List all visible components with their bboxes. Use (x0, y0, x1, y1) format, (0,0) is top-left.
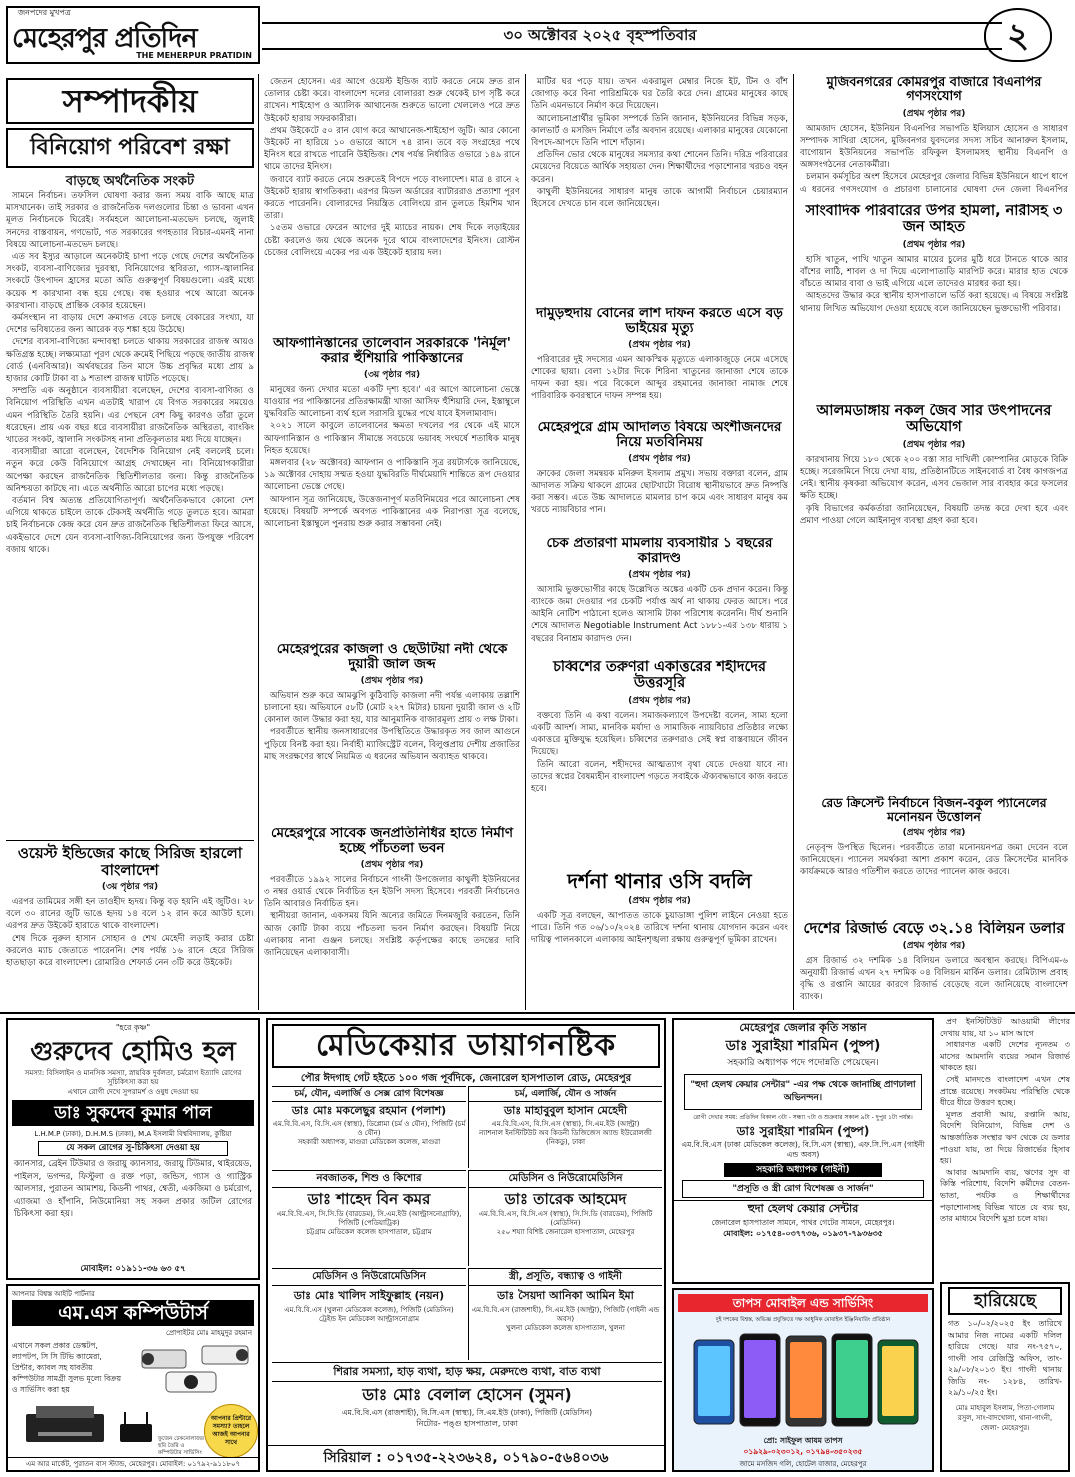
article-paragraph: প্রথম উইকেটে ৫০ রান যোগ করে আথানেজ-শাইহোপ জুটি। আর কোনো উইকেট না হারিয়ে ১০ ওভারে আসে ৭৪ রান। তবে বড় সংগ্রহের পথে ইনিংস ধরে রাখতে পারেনি উইন্ডিজ। শেষ পর্যন্ত নির্ধারিত ওভারে ১৪৯ রানে থামে তাদের ইনিংস। (264, 125, 520, 173)
article-source: (প্রথম পৃষ্ঠার পর) (628, 569, 691, 580)
ad-computer (6, 1284, 260, 1472)
ad-congrats-name: ডাঃ সুরাইয়া শারমিন (পুষ্প) (725, 1038, 881, 1054)
col2-article1-body (264, 76, 520, 330)
article-paragraph: ২০২১ সালে কাবুলে তালেবানের ক্ষমতা দখলের পর থেকে এই মাসে আফগানিস্তান ও পাকিস্তান সীমান্তে সবচেয়ে ভয়াবহ সংঘর্ষে শতাধিক মানুষ নিহত হয়েছে। (264, 421, 520, 456)
col3-article6 (531, 870, 788, 1008)
article-paragraph: পরিবারের দুই সদস্যের এমন আকস্মিক মৃত্যুতে এলাকাজুড়ে নেমে এসেছে শোকের ছায়া। বেলা ১২টার দিকে শিরিনা খাতুনের জানাজা শেষে তাকে দাফন করা হয়। পরে বিকেলে আব্দুর রহমানের জানাজা নামাজ শেষে পারিবারিক কবরস্থানে দাফন সম্পন্ন হয়। (531, 354, 788, 402)
col3-article3 (531, 420, 788, 532)
article-paragraph: আবার আমদানি ব্যয়, ঋণের সুদ বা কিস্তি পরিশোধ, বিদেশি কর্মীদের বেতন-ভাতা, পর্যটক ও শিক্ষার্থীদের পড়াশোনাসহ বিভিন্ন খাতে যে ব্যয় হয়, তার মাধ্যমে বিদেশি মুদ্রা চলে যায়। (940, 1167, 1070, 1224)
doctor-card (468, 1170, 662, 1266)
article-paragraph: কৃষি বিভাগের কর্মকর্তারা জানিয়েছেন, বিষয়টি তদন্ত করে দেখা হবে এবং প্রমাণ পাওয়া গেলে আইনানুগ ব্যবস্থা গ্রহণ করা হবে। (800, 503, 1068, 526)
col5-continued-text (940, 1016, 1070, 1278)
doctor-card (272, 1268, 466, 1360)
article-paragraph: ১৫তম ওভারে ফেরেন আগের দুই ম্যাচের নায়ক। শেষ দিকে লড়াইয়ের চেষ্টা করলেও জয় থেকে অনেক দূরে থামে বাংলাদেশের ইনিংস। রোস্টন চেজের বোলিংয়ে একের পর এক উইকেট হারায় দল। (264, 223, 520, 258)
ad-computer-address: এম আর মার্কেট, পুরাতন বাস স্ট্যান্ড, মেহেরপুর। মোবাইল: ০১৭৯২-৯১১৮০৭ (8, 1457, 258, 1470)
ad-computer-bubble (204, 1404, 258, 1458)
page-number-badge (984, 8, 1052, 62)
doctor-specialty: মেডিসিন ও নিউরোমেডিসিন (469, 1171, 662, 1188)
cctv-camera-icon (138, 1342, 256, 1398)
ad-congrats-name2: ডাঃ সুরাইয়া শারমিন (পুষ্প) (736, 1124, 870, 1138)
ad-medicare-sub: পৌর ঈদগাহ গেট হইতে ১০০ গজ পূর্বদিকে, জেনারেল হাসপাতাল রোড, মেহেরপুর (300, 1073, 632, 1084)
article-paragraph: চলমান কর্মসূচির অংশ হিসেবে মেহেরপুর জেলার বিভিন্ন ইউনিয়নে ধাপে ধাপে এ ধরনের গণসংযোগ ও প্রচারণা চালানোর ঘোষণা দেন জেলা বিএনপির (800, 172, 1068, 195)
doctor-post: ন্যাশনাল ইনস্টিটিউট অব কিডনী ডিজিজেস অ্যান্ড ইউরোলজী (নিকডু), ঢাকা (479, 1129, 652, 1146)
doctor-name: ডাঃ মোঃ মকলেছুর রহমান (পলাশ) (291, 1104, 447, 1117)
doctor-specialty: স্ত্রী, প্রসূতি, বন্ধ্যাত্ব ও গাইনী (469, 1269, 662, 1286)
article-source: (প্রথম পৃষ্ঠার পর) (902, 108, 966, 119)
column-rule (793, 74, 794, 1010)
article-headline: মেহেরপুরে সাবেক জনপ্রতিনিধির হাতে নির্মাণ হচ্ছে পাঁচতলা ভবন (271, 826, 513, 856)
ad-congrats (672, 1018, 934, 1284)
article-paragraph: আলোচনাপ্রার্থীর ভূমিকা সম্পর্কে তিনি জানান, ইউনিয়নের বিভিন্ন সড়ক, কালভার্ট ও মসজিদ নির্মাণে তাঁর অবদান রয়েছে। এলাকার মানুষের যেকোনো বিপদে-আপদে তিনি পাশে দাঁড়ান। (531, 113, 788, 149)
article-paragraph: আমজাদ হোসেন, ইউনিয়ন বিএনপির সভাপতি ইলিয়াস হোসেন ও সাধারণ সম্পাদক সাখিরা হোসেন, মুজিবনগর যুবদলের সদস্য সচিব আনারুল ইসলাম, বাগোয়ান ইউনিয়নের সভাপতি রফিকুল ইসলামসহ স্থানীয় বিএনপি ও অঙ্গসংগঠনের নেতাকর্মীরা। (800, 123, 1068, 171)
article-paragraph: সাধারণত একটি দেশের ন্যূনতম ৩ মাসের আমদানি ব্যয়ের সমান রিজার্ভ থাকতে হয়। (940, 1040, 1070, 1073)
masthead-logo-box (6, 6, 260, 64)
article-paragraph: কাথুলী ইউনিয়নের সাধারণ মানুষ তাকে আগামী নির্বাচনে চেয়ারম্যান হিসেবে দেখতে চান বলে জানিয়েছেন। (531, 186, 788, 210)
editorial-subhead: বাড়ছে অর্থনৈতিক সংকট (65, 174, 195, 189)
doctor-degree: এম.বি.বি.এস, বি.সি.এস (স্বাস্থ্য), সি.সি.ডি (বারডেম), পিজিটি (মেডিসিন) (478, 1210, 653, 1227)
article-headline: আফগানিস্তানের তালেবান সরকারকে 'নির্মূল' করার হুঁশিয়ারি পাকিস্তানের (273, 336, 511, 366)
article-source: (প্রথম পৃষ্ঠার পর) (902, 239, 966, 250)
article-source: (প্রথম পৃষ্ঠার পর) (628, 339, 691, 350)
article-headline: মুজিবনগরের কোমরপুর বাজারে বিএনপির গণসংযোগ (826, 76, 1042, 105)
ad-medicare-title: মেডিকেয়ার ডায়াগনষ্টিক (272, 1024, 660, 1068)
ad-homeo-line2: এখানে রোগী দেখে সুপরামর্শ ও ওষুধ দেওয়া হয় (67, 1088, 199, 1096)
doctor-name: ডাঃ মাহাবুবুল হাসান মেহেদী (503, 1104, 628, 1117)
doctor-post: নিটোর- পঙ্গু হাসপাতাল, ঢাকা (416, 1419, 518, 1428)
column-rule (525, 74, 526, 1010)
doctor-specialty: মেডিসিন ও নিউরোমেডিসিন (272, 1269, 466, 1286)
doctor-degree: এম.বি.বি.এস, বি.সি.এস (স্বাস্থ্য), সি.এম.ইউ (আল্ট্রা) (491, 1120, 640, 1128)
doctor-post: চট্টগ্রাম মেডিকেল কলেজ হাসপাতাল, চট্টগ্রাম (306, 1228, 432, 1236)
masthead-date: ৩০ অক্টোবর ২০২৫ বৃহস্পতিবার (503, 26, 697, 44)
masthead-title: মেহেরপুর প্রতিদিন (12, 23, 197, 54)
article-paragraph: আসামি ভুক্তভোগীর কাছে উল্লেখিত অঙ্কের একটি চেক প্রদান করেন। কিন্তু ব্যাংকে জমা দেওয়ার পর চেকটি পর্যাপ্ত অর্থ না থাকায় ফেরত আসে। পরে আইনি নোটিশ পাঠানো হলেও আসামি টাকা পরিশোধ করেননি। দীর্ঘ শুনানি শেষে আদালত Negotiable Instrument Act ১৮৮১-এর ১৩৮ ধারায় ১ বছরের বিনাশ্রম কারাদণ্ড দেন। (531, 584, 788, 644)
article-paragraph: সেই মানদণ্ডে বাংলাদেশ এখন শেষ প্রান্তে রয়েছে। সংকটময় পরিস্থিতি থেকে ধীরে ধীরে উত্তরণ হচ্ছে। (940, 1074, 1070, 1108)
doctor-name: ডাঃ তারেক আহমেদ (504, 1190, 627, 1208)
article-paragraph: শেষ দিকে নুরুল হাসান সোহান ও শেখ মেহেদী লড়াই করার চেষ্টা করলেও ম্যাচ জেতাতে পারেননি। শেষ পর্যন্ত ১৬ রানে হেরে সিরিজ হাতছাড়া করে বাংলাদেশ। রোমারিও শেফার্ড নেন ৩টি করে উইকেট। (6, 933, 254, 969)
article-paragraph: অভিযান শুরু করে আমঝুপি কুঠিবাড়ি কাজলা নদী পর্যন্ত এলাকায় তল্লাশি চালানো হয়। অভিযানে ৫৮টি (মোট ২২৭ মিটার) চায়না দুয়ারী জাল ও ২টি কোনাল জাল উদ্ধার করা হয়, যার আনুমানিক বাজারমূল্য প্রায় ৩ লক্ষ টাকা। (264, 690, 520, 726)
ad-mobile-phone: ০১৯২৯-০২৩০১২, ০১৭৯৪-৩৫০২৩৫ (743, 1447, 863, 1456)
ad-congrats-box: "হুদা হেলথ কেয়ার সেন্টার" -এর পক্ষ থেকে জানাচ্ছি প্রাণঢালা অভিনন্দন। (684, 1074, 922, 1110)
ad-computer-prop: প্রোপাইটর মোঃ মাহমুদুর রহমান (166, 1329, 252, 1337)
article-paragraph: জেতন হোসেন। এর আগে ওয়েস্ট ইন্ডিজ ব্যাট করতে নেমে দ্রুত রান তোলার চেষ্টা করে। বাংলাদেশ দলের বোলাররা শুরু থেকেই চাপ সৃষ্টি করে রাখেন। শাইহোপ ও অ্যালিক আথানেজ শুরুতে ভালো খেললেও পরে দ্রুত উইকেট হারায় সফরকারীরা। (264, 77, 520, 124)
printer-icon (22, 1404, 108, 1448)
ad-computer-offer: ফুজেন টেকনোলজির ছবি তৈরি ও কম্পিউটার সার্ভিসিং (158, 1436, 204, 1456)
article-headline: চেক প্রতারণা মামলায় ব্যবসায়ীর ১ বছরের কারাদণ্ড (546, 536, 773, 566)
article-paragraph: কারখানায় গিয়ে ১৮০ থেকে ২০০ বস্তা সার দাখিলী কোম্পানির মোড়কে বিক্রি হচ্ছে। সরেজমিনে গিয়ে দেখা যায়, প্রতিষ্ঠানটিতে সাইনবোর্ড বা বৈধ কাগজপত্র নেই। স্থানীয় কৃষকরা অভিযোগ করেন, এসব ভেজাল সার ব্যবহার করে ফসলের ক্ষতি হচ্ছে। (800, 454, 1068, 502)
doctor-degree: এম.বি.বি.এস (রাজশাহী), সি.এম.ইউ (আল্ট্রা), পিজিটি (গাইনী এন্ড অবস) (471, 1306, 660, 1323)
sports-article (6, 840, 254, 1008)
doctor-card (272, 1170, 466, 1266)
article-paragraph: হাসি খাতুন, পাখি খাতুন আমার মায়ের চুলের মুঠি ধরে টানতে থাকে আর বাঁশের লাঠি, শাবল ও দা দিয়ে এলোপাতাড়ি মারপিট করে। মারার হাত থেকে বাঁচতে আমার বাবা ও ভাই এগিয়ে এলে তাদেরও মারধর করা হয়। (800, 254, 1068, 290)
article-source: (প্রথম পৃষ্ঠার পর) (628, 896, 691, 906)
ad-congrats-promo: সহকারি অধ্যাপক পদে পদোন্নতি পেয়েছেন। (727, 1058, 879, 1068)
article-paragraph: তিনি আরো বলেন, শহীদদের আত্মত্যাগ বৃথা যেতে দেওয়া যাবে না। তাদের স্বপ্নের বৈষম্যহীন বাংলাদেশ গড়তে সবাইকে ঐক্যবদ্ধভাবে কাজ করতে হবে। (531, 759, 788, 795)
editorial-paragraph: দেশের ব্যবসা-বাণিজ্যে মন্দাবস্থা চলতে থাকায় সরকারের রাজস্ব আয়ও ক্ষতিগ্রস্ত হচ্ছে। লক্ষ্যমাত্রা পূরণ থেকে ক্রমেই পিছিয়ে পড়ছে জাতীয় রাজস্ব বোর্ড (এনবিআর)। অর্থবছরের তিন মাসে উচ্চ প্রবৃদ্ধির মধ্যে প্রায় ৯ হাজার কোটি টাকা বা ৯ শতাংশ রাজস্ব ঘাটতি পড়েছে। (6, 337, 254, 385)
article-source: (৩য় পৃষ্ঠার পর) (101, 882, 159, 892)
doctor-specialty: চর্ম, যৌন, এলার্জি ও সেক্স রোগ বিশেষজ্ঞ (272, 1087, 466, 1102)
editorial-paragraph: কর্মসংস্থান না বাড়ায় দেশে ক্রমাগত বেড়ে চলছে বেকারের সংখ্যা, যা দেশের ভবিষ্যতের জন্য আরেক বড় শঙ্কা হয়ে উঠেছে। (6, 313, 254, 336)
ad-mobile-title: তাপস মোবাইল এন্ড সার্ভিসিং (678, 1294, 928, 1312)
ad-mobile-address: জামে মসজিদ গলি, হোটেল বাজার, মেহেরপুর (739, 1460, 867, 1468)
ad-homeo-degree: L.H.M.P (ঢাকা), D.H.M.S (ঢাকা), M.A ইসলামী বিশ্ববিদ্যালয়, কুষ্টিয়া (34, 1130, 232, 1138)
article-headline: দর্শনা থানার ওসি বদলি (567, 870, 752, 893)
ad-lost-title: হারিয়েছে (948, 1287, 1062, 1315)
article-paragraph: মানুষের জন্য দেখার মতো একটি দৃশ্য হবে।' এর আগে আলোচনা ভেস্তে যাওয়ার পর পাকিস্তানের প্রতিরক্ষামন্ত্রী খাজা আসিফ হুঁশিয়ারি দেন, ইস্তাম্বুলে যুদ্ধবিরতি আলোচনা ব্যর্থ হলে সরাসরি যুদ্ধের পথে যাবে ইসলামাবাদ। (264, 384, 520, 420)
doctor-name: ডাঃ মোঃ বেলাল হোসেন (সুমন) (362, 1385, 572, 1404)
col4-article3 (800, 404, 1068, 792)
editorial-headline: বিনিয়োগ পরিবেশ রক্ষা (30, 135, 230, 160)
article-paragraph: পরবর্তীতে স্থানীয় জনসাধারণের উপস্থিতিতে উদ্ধারকৃত সব জাল আগুনে পুড়িয়ে বিনষ্ট করা হয়। নির্বাহী ম্যাজিস্ট্রেট বলেন, বিলুপ্তপ্রায় দেশীয় প্রজাতির মাছ সংরক্ষণের স্বার্থে নিয়মিত এ ধরনের অভিযান অব্যাহত থাকবে। (264, 727, 520, 762)
ad-mobile-prop: প্রো: সাইফুল আযম তাপস (763, 1436, 843, 1445)
article-headline: মেহেরপুরের কাজলা ও ছেউটিয়া নদী থেকে দুয়ারী জাল জব্দ (276, 642, 508, 672)
ad-lost-notice (940, 1282, 1070, 1472)
article-source: (প্রথম পৃষ্ঠার পর) (902, 439, 966, 450)
smartphones-icon (684, 1330, 924, 1434)
editorial-paragraph: সামনে নির্বাচন। তফসিল ঘোষণা করার জন্য সময় বাকি আছে মাত্র মাসখানেক। তাই সরকার ও রাজনৈতিক দলগুলোর চিন্তা ও ভাবনা এখন মূলত নির্বাচনকে ঘিরেই। সর্বমহলে আলোচনা-মতভেদ চলছে, জুলাই সনদের বাস্তবায়ন, গণভোট, গত সরকারের গণহত্যার বিচার-এমনই নানা বিষয়ে আলোচনা-মতভেদ চলছে। (6, 191, 254, 250)
ad-lost-sig: মোঃ মাহাবুল ইসলাম, পিতা-গোলাম রসুল, সাং-বাদখোলা, থানা-গাংনী, জেলা- মেহেরপুর। (955, 1403, 1055, 1432)
article-paragraph: প্রতিদিন ভোর থেকে মানুষের সমস্যার কথা শোনেন তিনি। দরিদ্র পরিবারের মেয়েদের বিয়েতে আর্থিক সহায়তা দেন। শিক্ষার্থীদের পড়াশোনার খরচও বহন করেন। (531, 150, 788, 185)
article-paragraph: প্রণ ইনস্টিটিউট আওয়ামী লীগের দেখায় যায়, যা ১০ মাস আগে (940, 1017, 1070, 1038)
doctor-card (272, 1086, 466, 1168)
article-paragraph: আফগান সূত্র জানিয়েছে, উত্তেজনাপূর্ণ মতবিনিময়ের পরে আলোচনা শেষ হয়েছে। বিষয়টি সম্পর্কে অবগত পাকিস্তানের এক নিরাপত্তা সূত্র বলেছে, আলোচনা ইস্তাম্বুলে পুনরায় শুরু করার সম্ভাবনা নেই। (264, 494, 520, 529)
ad-medicare-serial: সিরিয়াল : ০১৭৩৫-২২৩৬২৪, ০১৭৯০-৫৬৪০৩৬ (268, 1445, 664, 1470)
editorial-paragraph: বর্তমান বিশ্ব অত্যন্ত প্রতিযোগিতাপূর্ণ। অর্থনৈতিকভাবে কোনো দেশ এগিয়ে থাকতে চাইলে তাকে টেকসই অর্থনীতি গড়ে তুলতে হবে। আমরা চাই নির্বাচনকে কেন্দ্র করে যেন দ্রুত রাজনৈতিক স্থিতিশীলতা ফিরে আসে, একইভাবে দেশে যেন ব্যবসা-বাণিজ্য-বিনিয়োগের জন্য উপযুক্ত পরিবেশ বজায় থাকে। (6, 496, 254, 555)
article-paragraph: গ্রস রিজার্ভ ৩২ দশমিক ১৪ বিলিয়ন ডলারে অবস্থান করছে। বিপিএম-৬ অনুযায়ী রিজার্ভ এখন ২৭ দশমিক ০৪ বিলিয়ন মার্কিন ডলার। রেমিট্যান্স প্রবাহ বৃদ্ধি ও রপ্তানি আয়ের কারণে রিজার্ভ বেড়েছে বলে জানিয়েছে বাংলাদেশ ব্যাংক। (800, 955, 1068, 1003)
col4-article1 (800, 76, 1068, 198)
col4-article4 (800, 796, 1068, 914)
doctor-card (272, 1362, 662, 1446)
editorial-body (6, 190, 254, 808)
editorial-headline-box (6, 128, 254, 168)
col3-article1-body (531, 76, 788, 302)
ad-congrats-time: রোগী দেখার সময়: প্রতিদিন বিকাল ৩টা - সন্ধ্যা ৭টা ও শুক্রবার সকাল ৯টা - দুপুর ১টা পর্যন্ত। (693, 1114, 913, 1121)
col2-article2 (264, 336, 520, 636)
doctor-card (468, 1086, 662, 1168)
masthead (0, 0, 1075, 72)
ad-homeo-list: ক্যানসার, ব্রেইন টিউমার ও জরায়ু ক্যানসার, জরায়ু টিউমার, থাইরয়েড, পাইলস, ভগন্দর, ফিস্টুলা ও রক্ত পড়া, জন্ডিস, গ্যাস ও গ্যাস্ট্রিক আলসার, পুরাতন আমাশয়, কিডনী পাথর, শ্বেতী, একজিমা ও চর্মরোগ, এ্যাজমা ও হাঁপানি, নিউমোনিয়া সহ সকল প্রকার জটিল রোগের চিকিৎসা করা হয়। (14, 1159, 252, 1219)
ad-lost-body: গত ১০/০২/২০২৫ ইং তারিখে আমার নিজ নামের একটি দলিল হারিয়ে গেছে। যার নং-৭৫৭০, গাংনী সাব রেজিস্ট্রি অফিস, তাং- ২৯/০৮/২০১৩ ইং। গাংনী থানায় জিডি নং- ১২৮৪, তারিখ- ২৯/১০/২৫ ইং। (948, 1319, 1062, 1397)
page-number: ২ (1006, 16, 1030, 56)
ad-homeo-line1: সমস্যা: বিসিলাইন ও মানসিক সমস্যা, স্নায়বিক দুর্বলতা, চর্মরোগ ইত্যাদি রোগের সুচিকিৎসা করা হয় (24, 1069, 242, 1086)
doctor-name: ডাঃ মোঃ খালিদ সাইফুল্লাহ (নয়ন) (293, 1289, 445, 1302)
article-source: (প্রথম পৃষ্ঠার পর) (902, 827, 966, 838)
ad-homeo-title: গুরুদেব হোমিও হল (30, 1037, 236, 1067)
ad-congrats-address: জেনারেল হাসপাতাল সামনে, পাথর গেটের সামনে, মেহেরপুর। (711, 1218, 895, 1227)
article-paragraph: স্থানীয়রা জানান, একসময় যিনি অন্যের জমিতে দিনমজুরি করতেন, তিনি আজ কোটি টাকা ব্যয়ে পাঁচতলা ভবন নির্মাণ করছেন। বিষয়টি নিয়ে এলাকায় নানা গুঞ্জন চলছে। সংশ্লিষ্ট কর্তৃপক্ষের কাছে তদন্তের দাবি জানিয়েছেন এলাকাবাসী। (264, 911, 520, 958)
article-source: (৩য় পৃষ্ঠার পর) (363, 369, 421, 380)
article-headline: ওয়েস্ট ইন্ডিজের কাছে সিরিজ হারলো বাংলাদেশ (6, 840, 254, 878)
doctor-specialty: চর্ম, এলার্জি, যৌন ও সার্জন (469, 1087, 662, 1102)
col3-article4 (531, 536, 788, 656)
article-paragraph: নেতৃবৃন্দ উপস্থিত ছিলেন। পরবর্তীতে তারা মনোনয়নপত্র জমা দেবেন বলে জানিয়েছেন। প্যানেল সমর্থকরা আশা প্রকাশ করেন, রেড ক্রিসেন্টের মানবিক কার্যক্রমকে আরও গতিশীল করতে তাদের প্যানেল কাজ করবে। (800, 842, 1068, 877)
doctor-card (468, 1268, 662, 1360)
article-paragraph: ক্রাকের জেলা সমন্বয়ক মনিরুল ইসলাম প্রমুখ। সভায় বক্তারা বলেন, গ্রাম আদালত সক্রিয় থাকলে গ্রামের ছোটখাটো বিরোধ স্থানীয়ভাবে দ্রুত নিষ্পত্তি করা সম্ভব। এতে উচ্চ আদালতে মামলার চাপ কমে এবং সাধারণ মানুষ কম খরচে ন্যায়বিচার পান। (531, 468, 788, 516)
ad-homeo-top: "হরে কৃষ্ণ" (115, 1023, 151, 1032)
doctor-degree: এম.বি.বি.এস (রাজশাহী), বি.সি.এস (স্বাস্থ্য), সি.এম.ইউ (ঢাকা), পিজিটি (মেডিসিন) (341, 1408, 593, 1417)
article-source: (প্রথম পৃষ্ঠার পর) (360, 859, 424, 870)
ad-mobile-sub: দুই দশকের বিশ্বস্ত, অভিজ্ঞ প্রযুক্তিতে দক্ষ আধুনিক মোবাইল ইঞ্জিনিয়ারিং প্রতিষ্ঠান (715, 1317, 891, 1323)
article-paragraph: একটি সূত্র বলছেন, আপাতত তাকে চুয়াডাঙ্গা পুলিশ লাইনে নেওয়া হতে পারে। তিনি গত ০৬/১০/২০২৪ তারিখে দর্শনা থানায় যোগদান করেন এবং দায়িত্ব পালনকালে এলাকায় আইনশৃঙ্খলা রক্ষায় গুরুত্বপূর্ণ ভূমিকা রাখেন। (531, 911, 788, 946)
doctor-degree: এম.বি.বি.এস, সি.সি.ডি (বারডেম), সি.এম.ইউ (আল্ট্রাসনোগ্রাফি), পিজিটি (পেডিয়াট্রিক) (276, 1210, 462, 1227)
article-headline: সাংবাদিক পরিবারের উপর হামলা, নারীসহ ৩ জন আহত (805, 204, 1063, 235)
router-icon (116, 1408, 156, 1448)
ad-computer-title: এম.এস কম্পিউটার্স (12, 1300, 254, 1326)
article-paragraph: জবাবে ব্যাট করতে নেমে শুরুতেই বিপদে পড়ে বাংলাদেশ। মাত্র ৪ রানে ২ উইকেট হারায় স্বাগতিকরা। এরপর মিডল অর্ডারের ব্যাটাররাও প্রত্যাশা পূরণ করতে পারেননি। বোলারদের নিয়ন্ত্রিত বোলিংয়ে রান তুলতে হিমশিম খান তারা। (264, 174, 520, 222)
ad-congrats-post: সহকারি অধ্যাপক (গাইনী) (724, 1163, 882, 1177)
col4-article2 (800, 204, 1068, 400)
ad-computer-bubble-text: আপনার প্রিন্টারে সমস্যা? তাহলে আজই আপনার সাথে (210, 1415, 252, 1446)
ad-homeo-doctor: ডাঃ সুকদেব কুমার পাল (12, 1100, 254, 1126)
doctor-post: সহকারী অধ্যাপক, মাগুরা মেডিকেল কলেজ, মাগুরা (297, 1138, 441, 1146)
editorial-paragraph: সম্প্রতি এক অনুষ্ঠানে ব্যবসায়ীরা বলেছেন, দেশের ব্যবসা-বাণিজ্য ও বিনিয়োগ পরিস্থিতি এখন এতটাই খারাপ যে বিগত সরকারের সময়েও এমন পরিস্থিতি তৈরি হয়নি। এর পেছনে বেশ কিছু কারণও তাঁরা তুলে ধরেছেন। প্রায় এক বছর ধরে ব্যবসায়ীরা রাজনৈতিক অস্থিরতা, ব্যাংকিং খাতের সংকট, জ্বালানি সংকটসহ নানা প্রতিকূলতার মধ্য দিয়ে যাচ্ছেন। (6, 386, 254, 446)
article-paragraph: মাটির ঘর পড়ে যায়। তখন একরামুল মেম্বার নিজে ইট, টিন ও বাঁশ জোগাড় করে বিনা পারিশ্রমিকে ঘর তৈরি করে দেন। গ্রামের মানুষের কাছে তিনি এমনভাবে নির্মাণ করে দিয়েছেন। (531, 77, 788, 112)
col3-article5 (531, 660, 788, 860)
doctor-name: ডাঃ শাহেদ বিন কমর (307, 1190, 431, 1208)
article-headline: আলমডাঙ্গায় নকল জৈব সার উৎপাদনের অভিযোগ (816, 404, 1052, 435)
col2-article4 (264, 826, 520, 1008)
ad-homeo (6, 1018, 260, 1280)
ad-homeo-phone: মোবাইল: ০১৯১১-৩৬ ৬৩ ৫৭ (80, 1264, 186, 1274)
doctor-degree: এম.বি.বি.এস (খুলনা মেডিকেল কলেজ), পিজিটি (মেডিসিন) (284, 1306, 454, 1314)
editorial-paragraph: এত সব ইস্যুর আড়ালে অনেকটাই চাপা পড়ে গেছে দেশের অর্থনৈতিক সংকট, ব্যবসা-বাণিজ্যের দুরবস্থা, বিনিয়োগের স্থবিরতা, গ্যাস-জ্বালানির সংকটে উৎপাদন হ্রাসের মতো অতি গুরুত্বপূর্ণ বিষয়গুলো। এরই মধ্যে কয়েক শ কারখানা বন্ধ হয়ে গেছে। বন্ধ হওয়ার পথে আরো অনেক কারখানা। বাড়ছে প্রান্তিক বেকার হয়েছেন। (6, 252, 254, 311)
doctor-post: ট্রেইন্ড ইন মেডিকেল আল্ট্রাসনোগ্রাম (319, 1315, 419, 1323)
doctor-name: ডাঃ সৈয়দা আনিকা আমিন ইমা (497, 1289, 634, 1302)
article-source: (প্রথম পৃষ্ঠার পর) (628, 453, 691, 464)
doctor-post: ২৫০ শয্যা বিশিষ্ট জেনারেল হাসপাতাল, মেহেরপুর (496, 1228, 635, 1236)
col2-article3 (264, 642, 520, 820)
article-headline: রেড ক্রিসেন্ট নির্বাচনে বিজন-বকুল প্যানেলের মনোনয়ন উত্তোলন (821, 796, 1047, 824)
ad-congrats-phone: মোবাইল: ০১৭৫৪-০৩৭৭৩৬, ০১৯৩৭-৭৯৩৬৩৫ (723, 1229, 883, 1238)
editorial-banner-text: সম্পাদকীয় (62, 82, 198, 120)
doctor-post: খুলনা মেডিকেল কলেজ হাসপাতাল, খুলনা (506, 1324, 625, 1332)
ad-congrats-top: মেহেরপুর জেলার কৃতি সন্তান (739, 1021, 867, 1034)
doctor-specialty: শিরার সমস্যা, হাড় ব্যথা, হাড় ক্ষয়, মেরুদণ্ডে ব্যথা, বাত ব্যথা (272, 1363, 662, 1382)
article-headline: মেহেরপুরে গ্রাম আদালত বিষয়ে অংশীজনদের নিয়ে মতবিনিময় (537, 420, 782, 450)
editorial-paragraph: ব্যবসায়ীরা আরো বলেছেন, বৈদেশিক বিনিয়োগ নেই বললেই চলে। নতুন করে কেউ বিনিয়োগে আগ্রহ দেখাচ্ছেন না। বিনিয়োগকারীরা অপেক্ষা করছেন রাজনৈতিক স্থিতিশীলতার জন্য। কিন্তু রাজনৈতিক অনিশ্চয়তা কাটছে না। এতে অর্থনীতি আরো চাপের মধ্যে পড়ছে। (6, 447, 254, 494)
ad-congrats-spec: "প্রসূতি ও স্ত্রী রোগ বিশেষজ্ঞ ও সার্জন" (682, 1180, 924, 1198)
article-source: (প্রথম পৃষ্ঠার পর) (902, 940, 966, 951)
col4-article5 (800, 920, 1068, 1010)
article-paragraph: আহতদের উদ্ধার করে স্থানীয় হাসপাতালে ভর্তি করা হয়েছে। এ বিষয়ে সংশ্লিষ্ট থানায় লিখিত অভিযোগ দেওয়া হয়েছে বলে জানিয়েছেন ভুক্তভোগী পরিবার। (800, 291, 1068, 314)
article-headline: দামুড়হুদায় বোনের লাশ দাফন করতে এসে বড় ভাইয়ের মৃত্যু (536, 306, 783, 336)
article-paragraph: পরবর্তীতে ১৯৯২ সালের নির্বাচনে গাংনী উপজেলার কাথুলী ইউনিয়নের ৩ নম্বর ওয়ার্ড থেকে নির্বাচিত হন ইউপি সদস্য হিসেবে। পরবর্তী নির্বাচনেও তিনি আবারও নির্বাচিত হন। (264, 874, 520, 910)
article-source: (প্রথম পৃষ্ঠার পর) (628, 695, 691, 706)
article-headline: চব্বিশের তরুণরা একাত্তরের শহীদদের উত্তরসূরি (553, 660, 766, 691)
column-rule (258, 74, 259, 1010)
article-paragraph: মূলত প্রবাসী আয়, রপ্তানি আয়, বিদেশি বিনিয়োগ, বিভিন্ন দেশ ও আন্তর্জাতিক সংস্থার ঋণ থেকে যে ডলার পাওয়া যায়, তা দিয়ে রিজার্ভের হিসাব হয়। (940, 1109, 1070, 1166)
article-headline: দেশের রিজার্ভ বেড়ে ৩২.১৪ বিলিয়ন ডলার (803, 920, 1065, 937)
masthead-title-en: THE MEHERPUR PRATIDIN (136, 51, 252, 60)
ad-mobile (672, 1288, 934, 1472)
ad-homeo-note: যে সকল রোগের সু-চিকিৎসা দেওয়া হয় (38, 1141, 228, 1156)
ad-computer-top: আপনার বিশ্বস্ত আইটি পার্টনার (12, 1290, 95, 1298)
article-source: (প্রথম পৃষ্ঠার পর) (360, 675, 424, 686)
article-paragraph: মঙ্গলবার (২৮ অক্টোবর) আফগান ও পাকিস্তানি সূত্র রয়টার্সকে জানিয়েছে, ১৯ অক্টোবর দোহায় সম্মত হওয়া যুদ্ধবিরতি দীর্ঘমেয়াদি শান্তিতে রূপ দেওয়ার আলোচনা ভেস্তে গেছে। (264, 457, 520, 493)
ad-computer-desc: এখানে সকল প্রকার ডেস্কটপ, ল্যাপটপ, সি সি টিভি ক্যামেরা, প্রিন্টার, ক্যাবল সহ যাবতীয় কম্পিউটার সামগ্রী সুলভ মূল্যে বিক্রয় ও সার্ভিসিং করা হয় (12, 1341, 121, 1394)
ad-medicare (266, 1018, 666, 1472)
col3-article2 (531, 306, 788, 416)
masthead-tagline: জনপদের মুখপত্র (16, 7, 73, 20)
masthead-rule-bottom (262, 48, 1002, 50)
article-paragraph: এরপর তামিমের সঙ্গী হন তাওহীদ হৃদয়। কিন্তু বড় হয়নি এই জুটিও। ২৮ বলে ৩০ রানের জুটি ভাঙে হৃদয় ১৪ বলে ১২ রান করে আউট হলে। এরপর দ্রুত উইকেট হারাতে থাকে বাংলাদেশ। (6, 897, 254, 932)
editorial-banner (6, 78, 254, 124)
ads-divider (0, 1012, 1075, 1014)
ad-congrats-degree: এম.বি.বি.এস (ঢাকা মেডিকেল কলেজ), বি.সি.এস (স্বাস্থ্য), এফ.সি.পি.এস (গাইনী এন্ড অবস) (681, 1140, 925, 1159)
article-paragraph: বক্তব্যে তিনি এ কথা বলেন। সমাজকল্যাণে উপদেষ্টা বলেন, সাম্য হলো একটি আদর্শ। সাম্য, মানবিক মর্যাদা ও সামাজিক ন্যায়বিচার প্রতিষ্ঠার লক্ষ্যে একাত্তরে মুক্তিযুদ্ধ হয়েছিল। চব্বিশের তরুণরাও সেই স্বপ্ন বাস্তবায়নে জীবন দিয়েছে। (531, 710, 788, 758)
ad-congrats-center: হুদা হেলথ কেয়ার সেন্টার (674, 1200, 932, 1217)
doctor-specialty: নবজাতক, শিশু ও কিশোর (272, 1171, 466, 1188)
doctor-degree: এম.বি.বি.এস, বি.সি.এস (স্বাস্থ্য), ডিপ্লোমা (চর্ম ও যৌন), পিজিটি (চর্ম ও যৌন) (272, 1120, 466, 1137)
